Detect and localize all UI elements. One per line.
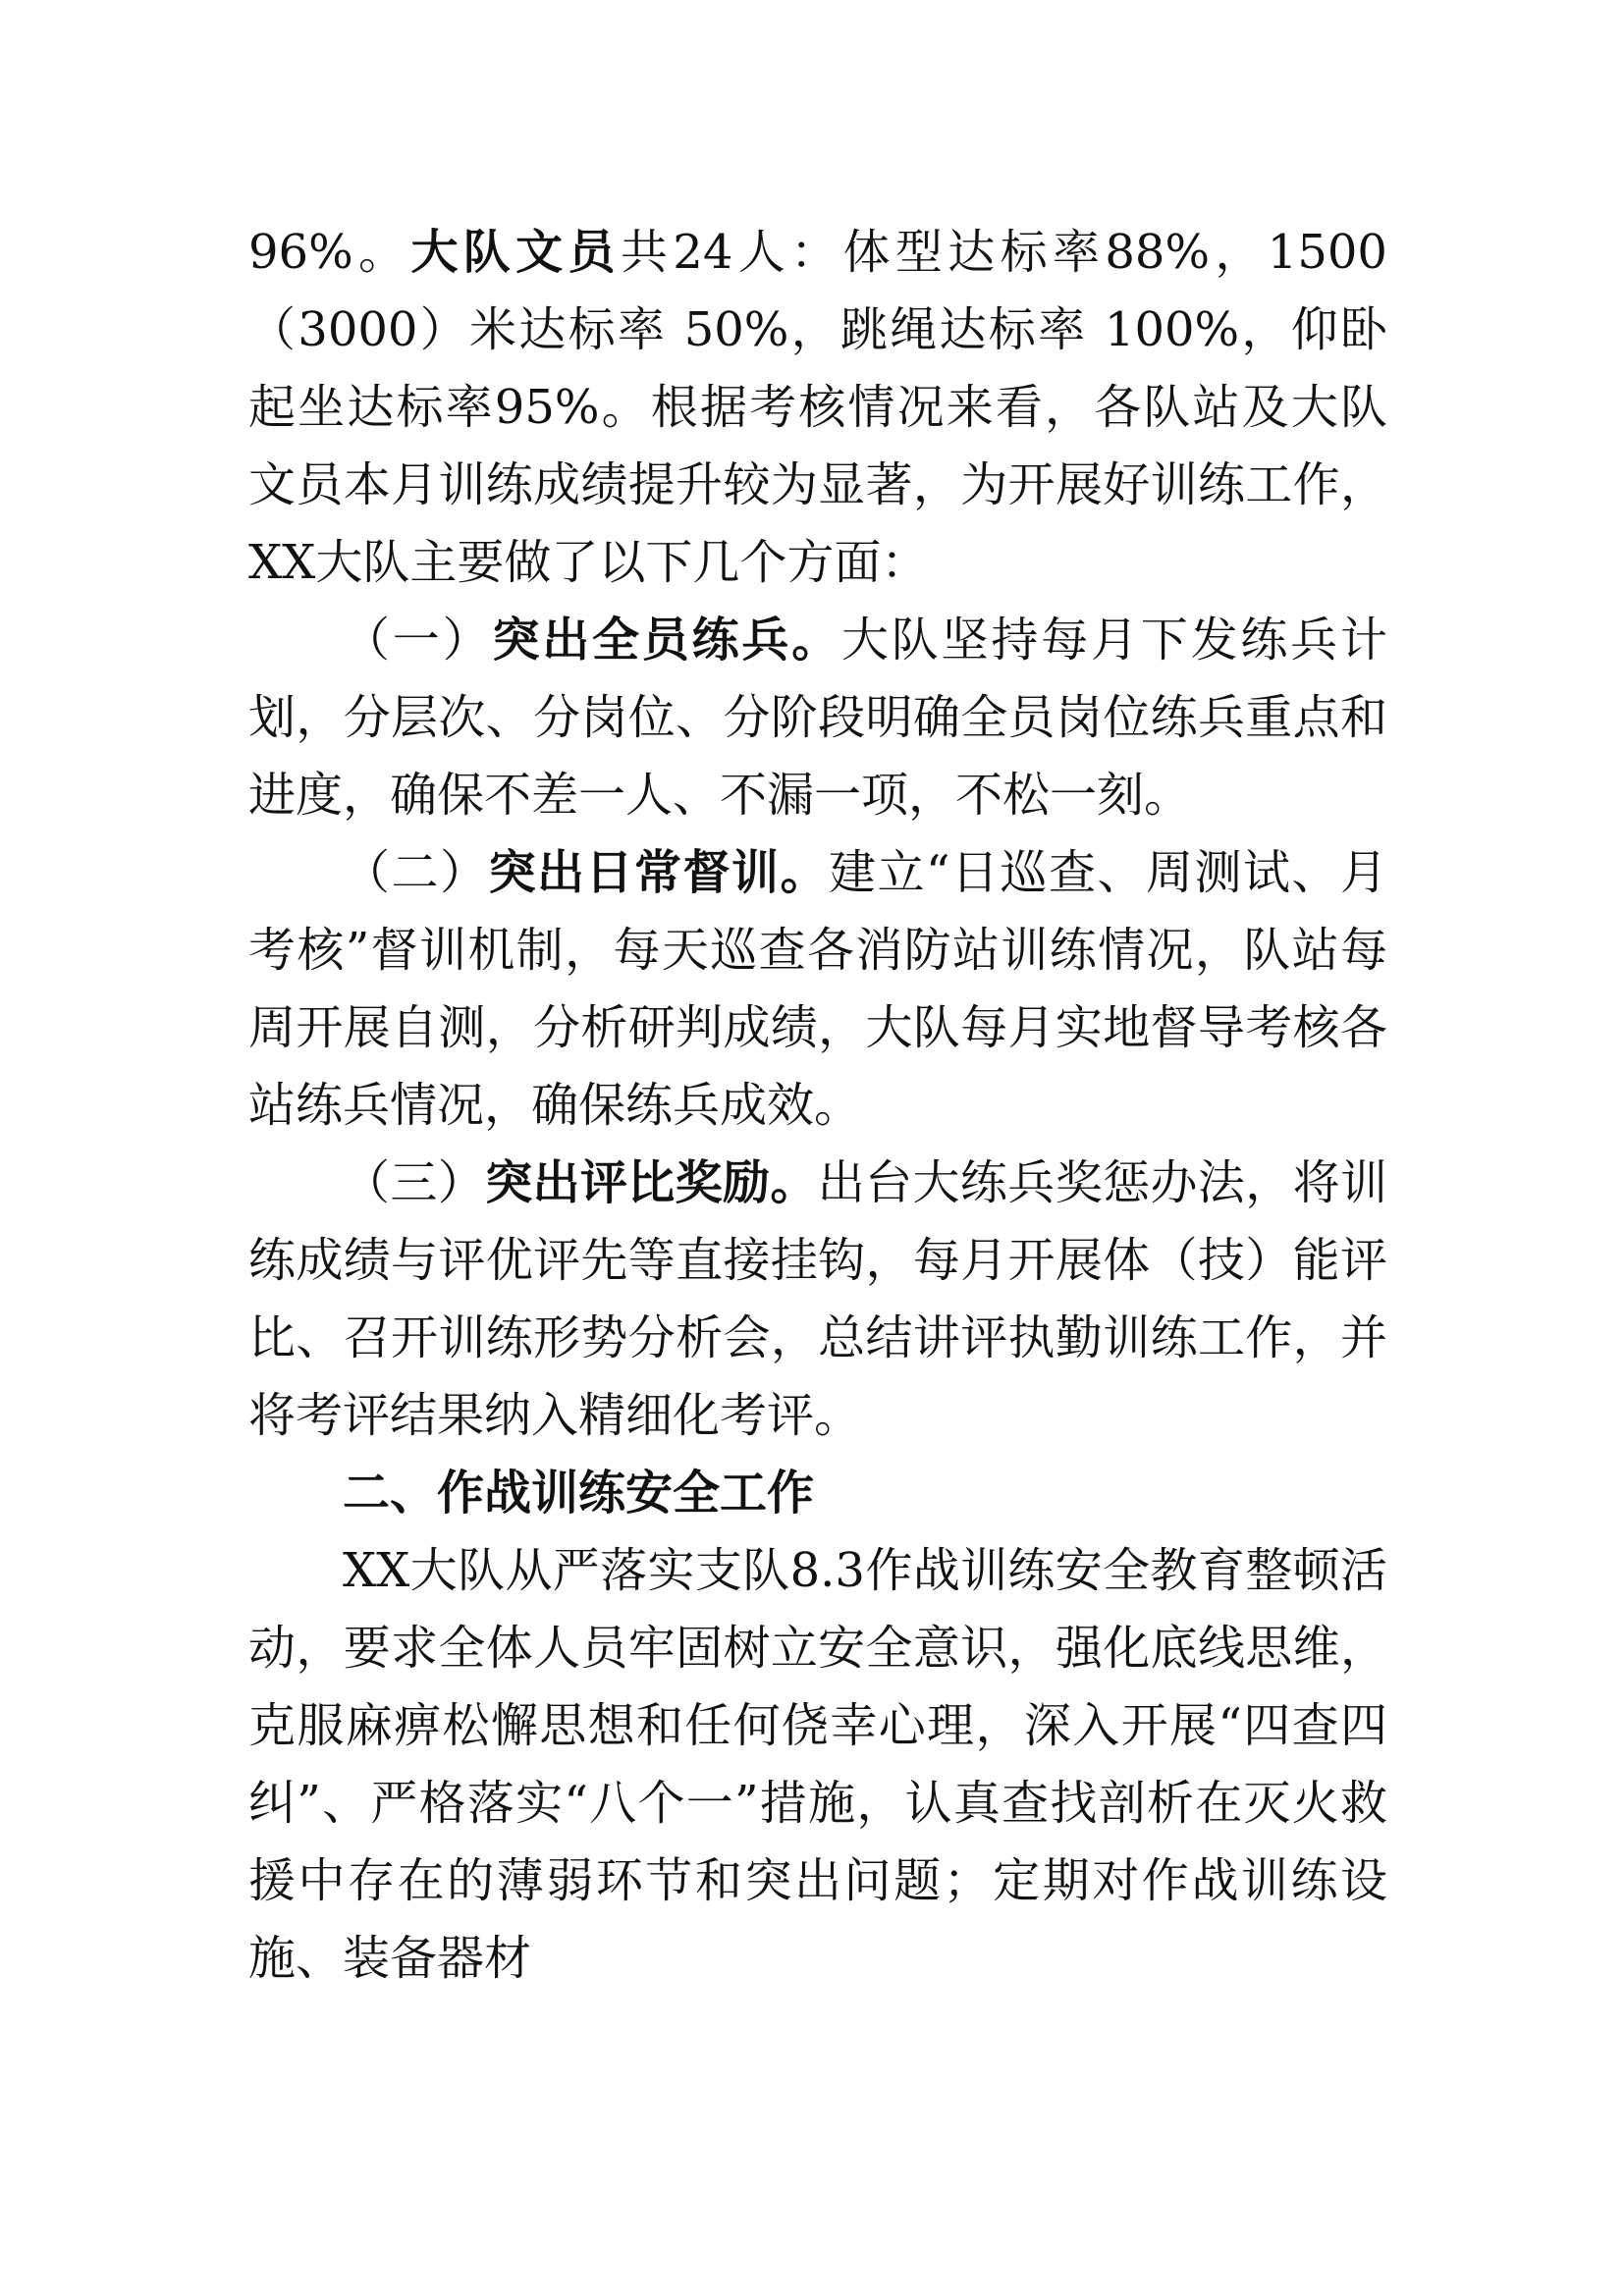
- paragraph-statistics-lead: 96%。: [248, 225, 411, 280]
- paragraph-item-3-title: 突出评比奖励。: [485, 1155, 818, 1210]
- paragraph-safety: XX大队从严落实支队8.3作战训练安全教育整顿活动，要求全体人员牢固树立安全意识，强化底线思维，克服麻痹松懈思想和任何侥幸心理，深入开展“四查四纠”、严格落实“八个一”措施，认真查找剖析在灭火救援中存在的薄弱环节和突出问题；定期对作战训练设施、装备器材: [248, 1543, 1387, 1986]
- paragraph-item-1-number: （一）: [343, 613, 493, 667]
- document-page: [248, 214, 1387, 1998]
- paragraph-item-2-body: 建立“日巡查、周测试、月考核”督训机制，每天巡查各消防站训练情况，队站每周开展自测，分析研判成绩，大队每月实地督导考核各站练兵情况，确保练兵成效。: [248, 845, 1387, 1133]
- paragraph-item-2-title: 突出日常督训。: [488, 845, 829, 900]
- paragraph-statistics: [248, 214, 1387, 602]
- paragraph-item-3-number: （三）: [343, 1155, 486, 1210]
- paragraph-item-3: [248, 1145, 1387, 1455]
- paragraph-item-1-title: 突出全员练兵。: [492, 613, 841, 667]
- paragraph-item-3-body: 出台大练兵奖惩办法，将训练成绩与评优评先等直接挂钩，每月开展体（技）能评比、召开训练形势分析会，总结讲评执勤训练工作，并将考评结果纳入精细化考评。: [248, 1155, 1387, 1443]
- paragraph-item-1-body: 大队坚持每月下发练兵计划，分层次、分岗位、分阶段明确全员岗位练兵重点和进度，确保不差一人、不漏一项，不松一刻。: [248, 613, 1387, 823]
- paragraph-item-2: [248, 834, 1387, 1145]
- section-heading: 二、作战训练安全工作: [343, 1466, 815, 1521]
- paragraph-statistics-body: 共24人：体型达标率88%，1500（3000）米达标率 50%，跳绳达标率 100%，仰卧起坐达标率95%。根据考核情况来看，各队站及大队文员本月训练成绩提升较为显著，为开展好训练工作，XX大队主要做了以下几个方面：: [248, 225, 1387, 590]
- paragraph-item-1: [248, 602, 1387, 834]
- paragraph-statistics-bold: 大队文员: [410, 225, 621, 280]
- paragraph-item-2-number: （二）: [343, 845, 489, 900]
